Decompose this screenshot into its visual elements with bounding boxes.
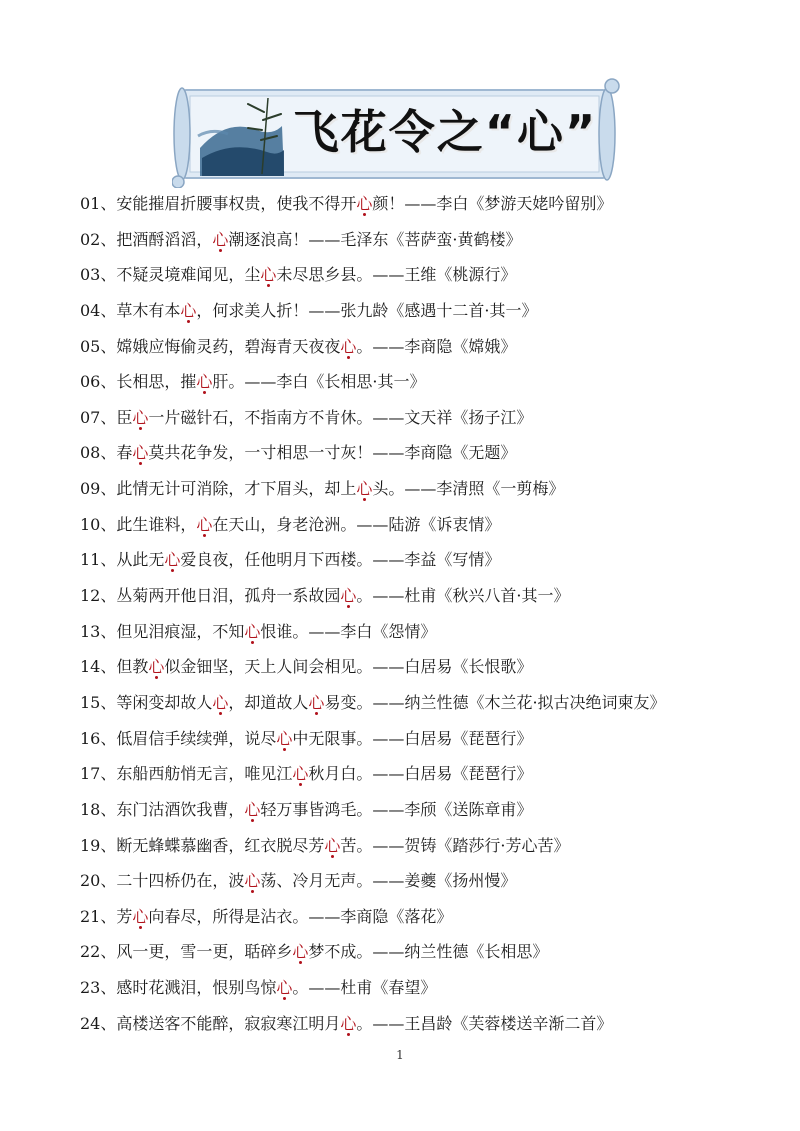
line-text: 莫共花争发，一寸相思一寸灰！——李商隐《无题》 [148,443,517,463]
keyword-highlight: 心 [132,906,149,926]
line-text: 。——李商隐《嫦娥》 [356,336,517,356]
poem-line [80,934,770,970]
page-title: 飞花令之“心” [292,105,598,159]
line-text: 从此无 [116,550,165,570]
keyword-highlight: 心 [292,764,309,784]
poem-line [80,507,770,543]
line-number: 24、 [80,1013,117,1033]
line-text: 似金钿坚，天上人间会相见。——白居易《长恨歌》 [164,657,533,677]
keyword-highlight: 心 [308,692,325,712]
line-number: 09、 [80,479,117,499]
keyword-highlight: 心 [324,835,341,855]
poem-line [80,471,770,507]
poem-line [80,828,770,864]
poem-line [80,1006,770,1042]
line-text: 苦。——贺铸《踏莎行·芳心苦》 [340,835,570,855]
keyword-highlight: 心 [244,799,261,819]
poem-line [80,329,770,365]
line-text: 一片磁针石，不指南方不肯休。——文天祥《扬子江》 [148,407,533,427]
keyword-highlight: 心 [340,586,357,606]
line-text: 把酒酹滔滔， [116,229,213,249]
line-text: 头。——李清照《一剪梅》 [372,479,565,499]
line-text: 潮逐浪高！——毛泽东《菩萨蛮·黄鹤楼》 [228,229,522,249]
poem-line [80,721,770,757]
line-text: 断无蜂蝶慕幽香，红衣脱尽芳 [116,835,325,855]
line-text: 荡、冷月无声。——姜夔《扬州慢》 [260,871,517,891]
poem-line [80,578,770,614]
poem-line [80,257,770,293]
keyword-highlight: 心 [196,514,213,534]
line-text: ，何求美人折！——张九龄《感遇十二首·其一》 [196,300,538,320]
line-text: 二十四桥仍在，波 [116,871,245,891]
keyword-highlight: 心 [164,550,181,570]
line-text: ，却道故人 [228,692,309,712]
line-text: 中无限事。——白居易《琵琶行》 [292,728,533,748]
line-number: 20、 [80,871,117,891]
line-number: 16、 [80,728,117,748]
keyword-highlight: 心 [340,1013,357,1033]
line-text: 丛菊两开他日泪，孤舟一系故园 [116,586,341,606]
line-text: 梦不成。——纳兰性德《长相思》 [308,942,549,962]
poem-line [80,435,770,471]
keyword-highlight: 心 [148,657,165,677]
poem-list [80,186,770,1041]
line-text: 但见泪痕湿，不知 [116,621,245,641]
line-text: 。——杜甫《秋兴八首·其一》 [356,586,570,606]
keyword-highlight: 心 [356,194,373,213]
poem-line [80,685,770,721]
title-banner [172,78,622,188]
keyword-highlight: 心 [196,372,213,392]
line-number: 12、 [80,586,117,606]
line-text: 此生谁料， [116,514,197,534]
line-text: 东船西舫悄无言，唯见江 [116,764,293,784]
poem-line [80,186,770,222]
keyword-highlight: 心 [292,942,309,962]
keyword-highlight: 心 [276,728,293,748]
line-number: 02、 [80,229,117,249]
line-text: 不疑灵境难闻见，尘 [116,265,261,285]
poem-line [80,400,770,436]
line-text: 长相思，摧 [116,372,197,392]
line-text: 芳 [116,906,133,926]
keyword-highlight: 心 [132,443,149,463]
line-text: 臣 [116,407,133,427]
keyword-highlight: 心 [276,978,293,998]
line-text: 轻万事皆鸿毛。——李颀《送陈章甫》 [260,799,533,819]
line-text: 秋月白。——白居易《琵琶行》 [308,764,533,784]
keyword-highlight: 心 [260,265,277,285]
page-number: 1 [396,1048,404,1062]
line-number: 17、 [80,764,117,784]
line-number: 19、 [80,835,117,855]
line-text: 。——王昌龄《芙蓉楼送辛渐二首》 [356,1013,613,1033]
line-number: 06、 [80,372,117,392]
line-text: 。——杜甫《春望》 [292,978,437,998]
line-number: 14、 [80,657,117,677]
line-text: 嫦娥应悔偷灵药，碧海青天夜夜 [116,336,341,356]
poem-line [80,899,770,935]
line-number: 23、 [80,978,117,998]
keyword-highlight: 心 [212,229,229,249]
line-number: 13、 [80,621,117,641]
poem-line [80,364,770,400]
poem-line [80,293,770,329]
line-text: 草木有本 [116,300,181,320]
line-text: 未尽思乡县。——王维《桃源行》 [276,265,517,285]
poem-line [80,649,770,685]
poem-line [80,970,770,1006]
line-text: 春 [116,443,133,463]
poem-line [80,222,770,258]
keyword-highlight: 心 [340,336,357,356]
line-number: 10、 [80,514,117,534]
line-text: 等闲变却故人 [116,692,213,712]
line-text: 颜！——李白《梦游天姥吟留别》 [372,194,613,213]
line-number: 07、 [80,407,117,427]
line-number: 08、 [80,443,117,463]
poem-line [80,542,770,578]
line-text: 爱良夜，任他明月下西楼。——李益《写情》 [180,550,501,570]
line-number: 22、 [80,942,117,962]
line-text: 但教 [116,657,149,677]
line-number: 15、 [80,692,117,712]
line-text: 感时花溅泪，恨别鸟惊 [116,978,277,998]
keyword-highlight: 心 [244,621,261,641]
line-text: 安能摧眉折腰事权贵，使我不得开 [116,194,357,213]
poem-line [80,614,770,650]
line-number: 21、 [80,906,117,926]
keyword-highlight: 心 [244,871,261,891]
line-number: 04、 [80,300,117,320]
line-number: 01、 [80,194,117,213]
line-text: 东门沽酒饮我曹， [116,799,245,819]
line-text: 恨谁。——李白《怨情》 [260,621,437,641]
line-text: 风一更，雪一更，聒碎乡 [116,942,293,962]
line-text: 易变。——纳兰性德《木兰花·拟古决绝词柬友》 [324,692,666,712]
poem-line [80,863,770,899]
line-text: 向春尽，所得是沾衣。——李商隐《落花》 [148,906,453,926]
line-text: 此情无计可消除，才下眉头，却上 [116,479,357,499]
keyword-highlight: 心 [356,479,373,499]
line-text: 低眉信手续续弹，说尽 [116,728,277,748]
keyword-highlight: 心 [132,407,149,427]
poem-line [80,792,770,828]
line-number: 05、 [80,336,117,356]
line-number: 03、 [80,265,117,285]
poem-line [80,756,770,792]
line-number: 18、 [80,799,117,819]
line-text: 高楼送客不能醉，寂寂寒江明月 [116,1013,341,1033]
line-text: 肝。——李白《长相思·其一》 [212,372,426,392]
line-text: 在天山，身老沧洲。——陆游《诉衷情》 [212,514,501,534]
keyword-highlight: 心 [212,692,229,712]
keyword-highlight: 心 [180,300,197,320]
line-number: 11、 [80,550,117,570]
